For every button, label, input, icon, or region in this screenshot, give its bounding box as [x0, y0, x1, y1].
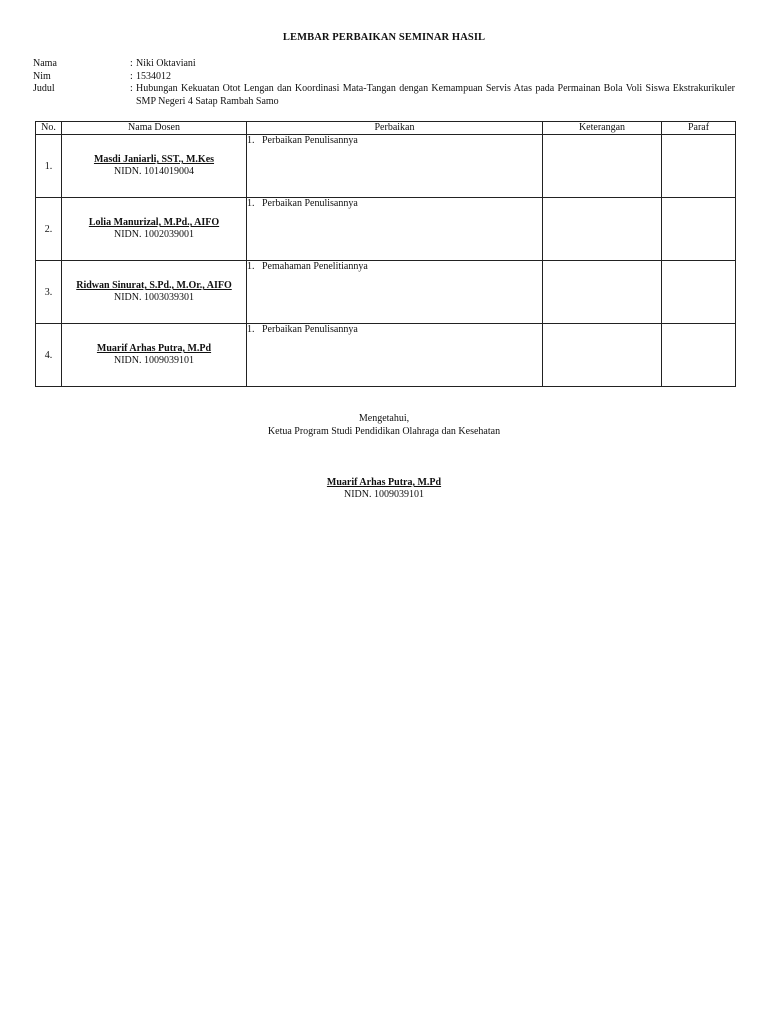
- signer-block: [0, 477, 768, 501]
- lecturer-name: Ridwan Sinurat, S.Pd., M.Or., AIFO: [76, 280, 232, 291]
- lecturer-name: Muarif Arhas Putra, M.Pd: [96, 343, 212, 354]
- info-label-nama: Nama: [33, 58, 57, 69]
- info-separator: :: [130, 70, 133, 82]
- lecturer-cell: [62, 261, 247, 324]
- revision-item: [247, 135, 542, 147]
- lecturer-cell: [62, 135, 247, 198]
- signer-nidn: NIDN. 1009039101: [344, 489, 424, 500]
- info-separator: :: [130, 58, 133, 69]
- revision-item-text: Perbaikan Penulisannya: [262, 135, 358, 146]
- notes-cell: [543, 198, 662, 261]
- approval-block: [0, 412, 768, 438]
- revision-cell: [247, 198, 543, 261]
- revision-item: [247, 198, 542, 210]
- revision-item: [247, 261, 542, 273]
- approval-acknowledged: Mengetahui,: [358, 413, 410, 424]
- table-header-row: [36, 122, 736, 135]
- signature-cell: [662, 324, 736, 387]
- info-value-nim: 1534012: [136, 70, 171, 82]
- lecturer-name: Masdi Janiarli, SST., M.Kes: [93, 154, 215, 165]
- revision-item-number: 1.: [247, 261, 255, 272]
- lecturer-cell: [62, 324, 247, 387]
- lecturer-nidn: NIDN. 1009039101: [114, 355, 194, 366]
- info-row-nama: [33, 58, 735, 71]
- lecturer-name: Lolia Manurizal, M.Pd., AIFO: [88, 217, 220, 228]
- revision-item-text: Pemahaman Penelitiannya: [262, 261, 368, 272]
- approval-position: Ketua Program Studi Pendidikan Olahraga dan Kesehatan: [267, 426, 501, 437]
- table-row: [36, 135, 736, 198]
- lecturer-cell: [62, 198, 247, 261]
- row-number: 4.: [36, 324, 62, 387]
- notes-cell: [543, 261, 662, 324]
- signer-name: Muarif Arhas Putra, M.Pd: [326, 477, 442, 488]
- row-number: 2.: [36, 198, 62, 261]
- revision-item-text: Perbaikan Penulisannya: [262, 198, 358, 209]
- table-row: [36, 324, 736, 387]
- info-value-judul: Hubungan Kekuatan Otot Lengan dan Koordinasi Mata-Tangan dengan Kemampuan Servis Atas pada Permainan Bola Voli Siswa Ekstrakurikuler SMP Negeri 4 Satap Rambah Samo: [136, 83, 735, 107]
- info-label-judul: Judul: [33, 83, 55, 94]
- header-nama-dosen: Nama Dosen: [62, 122, 247, 135]
- signature-cell: [662, 135, 736, 198]
- info-label-nim: Nim: [33, 70, 51, 82]
- document-title: LEMBAR PERBAIKAN SEMINAR HASIL: [282, 32, 486, 43]
- revision-cell: [247, 324, 543, 387]
- info-row-judul: [33, 83, 735, 108]
- signature-cell: [662, 261, 736, 324]
- info-row-nim: [33, 71, 735, 84]
- lecturer-nidn: NIDN. 1014019004: [114, 166, 194, 177]
- info-separator: :: [130, 83, 133, 94]
- header-no: No.: [36, 122, 62, 135]
- info-value-nama: Niki Oktaviani: [136, 58, 196, 69]
- signature-cell: [662, 198, 736, 261]
- revision-cell: [247, 135, 543, 198]
- lecturer-nidn: NIDN. 1003039301: [114, 292, 194, 303]
- notes-cell: [543, 135, 662, 198]
- row-number: 1.: [36, 135, 62, 198]
- table-row: [36, 261, 736, 324]
- row-number: 3.: [36, 261, 62, 324]
- header-keterangan: Keterangan: [543, 122, 662, 135]
- notes-cell: [543, 324, 662, 387]
- revision-item-text: Perbaikan Penulisannya: [262, 324, 358, 335]
- revision-item: [247, 324, 542, 336]
- header-paraf: Paraf: [662, 122, 736, 135]
- revision-item-number: 1.: [247, 324, 255, 335]
- header-perbaikan: Perbaikan: [247, 122, 543, 135]
- revision-item-number: 1.: [247, 135, 255, 146]
- revision-cell: [247, 261, 543, 324]
- revision-item-number: 1.: [247, 198, 255, 209]
- student-info: [33, 58, 735, 108]
- table-row: [36, 198, 736, 261]
- revision-table: [35, 121, 736, 387]
- lecturer-nidn: NIDN. 1002039001: [114, 229, 194, 240]
